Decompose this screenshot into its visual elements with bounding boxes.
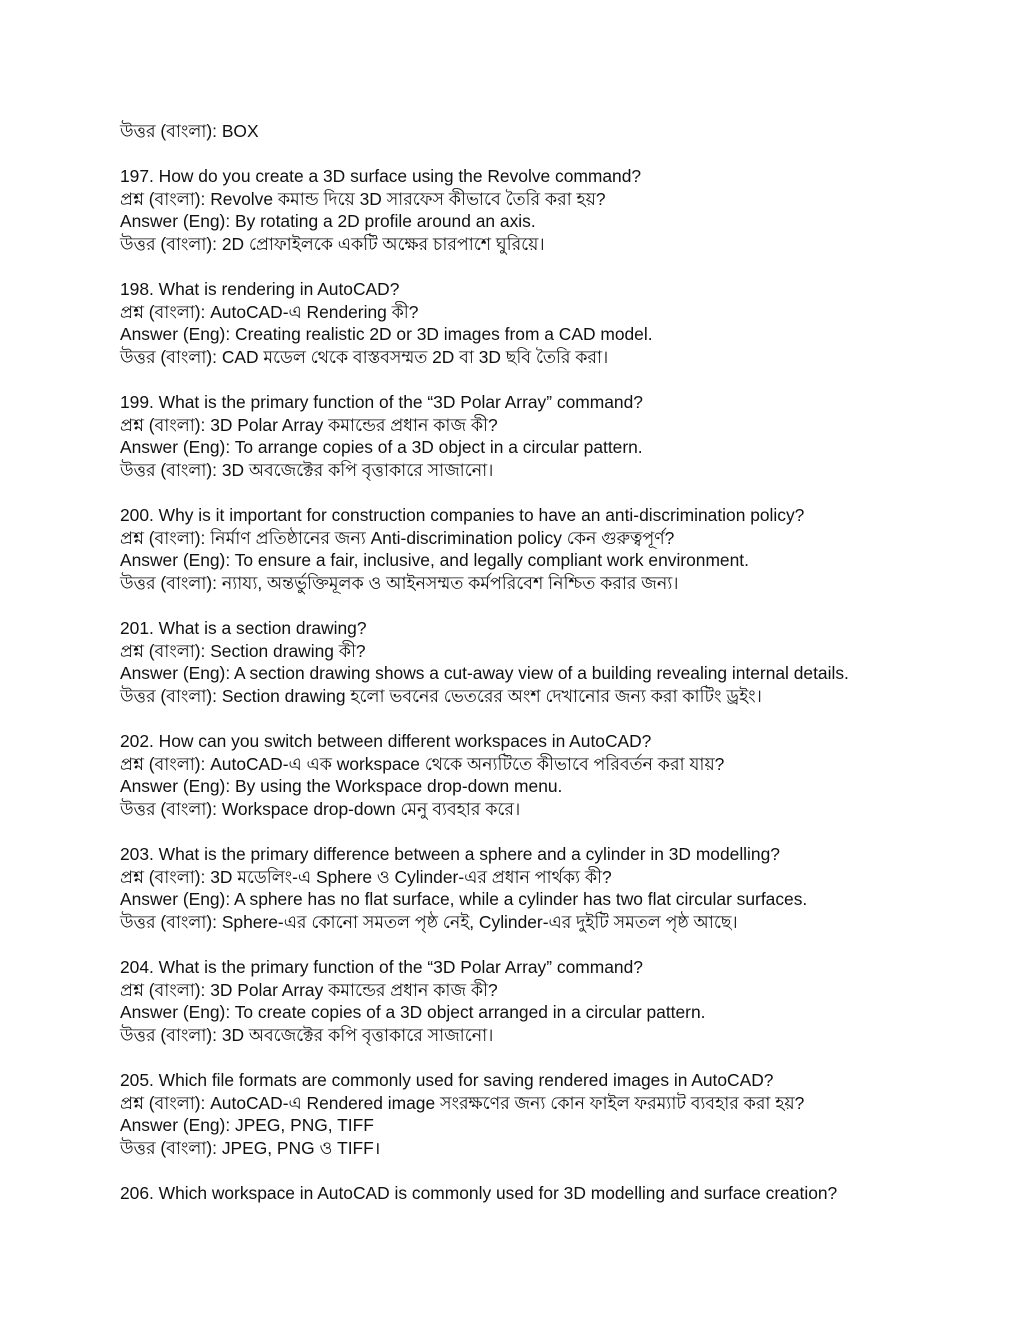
question-english: 204. What is the primary function of the “3D Polar Array” command?	[120, 956, 643, 977]
answer-bengali: উত্তর (বাংলা): ন্যায্য, অন্তর্ভুক্তিমূলক ও আইনসম্মত কর্মপরিবেশ নিশ্চিত করার জন্য।	[120, 572, 679, 593]
question-bengali: প্রশ্ন (বাংলা): AutoCAD-এ Rendered image সংরক্ষণের জন্য কোন ফাইল ফরম্যাট ব্যবহার করা হয়?	[120, 1092, 805, 1113]
answer-english: Answer (Eng): A sphere has no flat surface, while a cylinder has two flat circular surfaces.	[120, 889, 808, 910]
qa-block	[120, 165, 980, 255]
answer-bengali: উত্তর (বাংলা): 3D অবজেক্টের কপি বৃত্তাকারে সাজানো।	[120, 459, 494, 480]
answer-bengali: উত্তর (বাংলা): CAD মডেল থেকে বাস্তবসম্মত 2D বা 3D ছবি তৈরি করা।	[120, 346, 609, 367]
answer-bengali: উত্তর (বাংলা): Workspace drop-down মেনু ব্যবহার করে।	[120, 798, 521, 819]
answer-bengali: উত্তর (বাংলা): 3D অবজেক্টের কপি বৃত্তাকারে সাজানো।	[120, 1024, 494, 1045]
qa-block-trailing	[120, 1182, 980, 1205]
question-english: 201. What is a section drawing?	[120, 618, 367, 639]
qa-block	[120, 1069, 980, 1159]
qa-block-partial	[120, 120, 980, 143]
question-english: 200. Why is it important for construction companies to have an anti-discrimination policy?	[120, 505, 805, 526]
qa-block	[120, 278, 980, 368]
answer-bengali: উত্তর (বাংলা): 2D প্রোফাইলকে একটি অক্ষের চারপাশে ঘুরিয়ে।	[120, 233, 545, 254]
answer-bengali: উত্তর (বাংলা): JPEG, PNG ও TIFF।	[120, 1137, 381, 1158]
answer-english: Answer (Eng): By rotating a 2D profile around an axis.	[120, 211, 536, 232]
question-english: 198. What is rendering in AutoCAD?	[120, 279, 400, 300]
question-bengali: প্রশ্ন (বাংলা): 3D Polar Array কমান্ডের প্রধান কাজ কী?	[120, 414, 498, 435]
answer-bengali: উত্তর (বাংলা): Section drawing হলো ভবনের ভেতরের অংশ দেখানোর জন্য করা কাটিং ড্রইং।	[120, 685, 762, 706]
question-bengali: প্রশ্ন (বাংলা): Section drawing কী?	[120, 640, 366, 661]
qa-block	[120, 956, 980, 1046]
answer-english: Answer (Eng): To create copies of a 3D object arranged in a circular pattern.	[120, 1002, 706, 1023]
question-bengali: প্রশ্ন (বাংলা): 3D Polar Array কমান্ডের প্রধান কাজ কী?	[120, 979, 498, 1000]
qa-block	[120, 843, 980, 933]
question-bengali: প্রশ্ন (বাংলা): নির্মাণ প্রতিষ্ঠানের জন্য Anti-discrimination policy কেন গুরুত্বপূর্ণ?	[120, 527, 675, 548]
qa-block	[120, 617, 980, 707]
question-bengali: প্রশ্ন (বাংলা): AutoCAD-এ Rendering কী?	[120, 301, 419, 322]
qa-block	[120, 730, 980, 820]
answer-english: Answer (Eng): A section drawing shows a cut-away view of a building revealing internal details.	[120, 663, 849, 684]
answer-bengali: উত্তর (বাংলা): BOX	[120, 121, 259, 141]
question-english: 202. How can you switch between different workspaces in AutoCAD?	[120, 731, 652, 752]
question-bengali: প্রশ্ন (বাংলা): AutoCAD-এ এক workspace থেকে অন্যটিতে কীভাবে পরিবর্তন করা যায়?	[120, 753, 725, 774]
answer-english: Answer (Eng): By using the Workspace drop-down menu.	[120, 776, 563, 797]
question-english: 197. How do you create a 3D surface using the Revolve command?	[120, 166, 642, 187]
answer-bengali: উত্তর (বাংলা): Sphere-এর কোনো সমতল পৃষ্ঠ নেই, Cylinder-এর দুইটি সমতল পৃষ্ঠ আছে।	[120, 911, 738, 932]
answer-english: Answer (Eng): Creating realistic 2D or 3D images from a CAD model.	[120, 324, 653, 345]
question-english: 203. What is the primary difference between a sphere and a cylinder in 3D modelling?	[120, 844, 780, 864]
question-bengali: প্রশ্ন (বাংলা): Revolve কমান্ড দিয়ে 3D সারফেস কীভাবে তৈরি করা হয়?	[120, 188, 606, 209]
question-english: 206. Which workspace in AutoCAD is commonly used for 3D modelling and surface creation?	[120, 1182, 838, 1203]
document-page	[120, 120, 980, 1227]
qa-block	[120, 504, 980, 594]
answer-english: Answer (Eng): To ensure a fair, inclusive, and legally compliant work environment.	[120, 550, 749, 571]
question-english: 205. Which file formats are commonly used for saving rendered images in AutoCAD?	[120, 1069, 774, 1090]
answer-english: Answer (Eng): To arrange copies of a 3D object in a circular pattern.	[120, 437, 643, 458]
question-english: 199. What is the primary function of the “3D Polar Array” command?	[120, 392, 643, 413]
answer-english: Answer (Eng): JPEG, PNG, TIFF	[120, 1115, 374, 1136]
qa-block	[120, 391, 980, 481]
question-bengali: প্রশ্ন (বাংলা): 3D মডেলিং-এ Sphere ও Cylinder-এর প্রধান পার্থক্য কী?	[120, 866, 612, 887]
